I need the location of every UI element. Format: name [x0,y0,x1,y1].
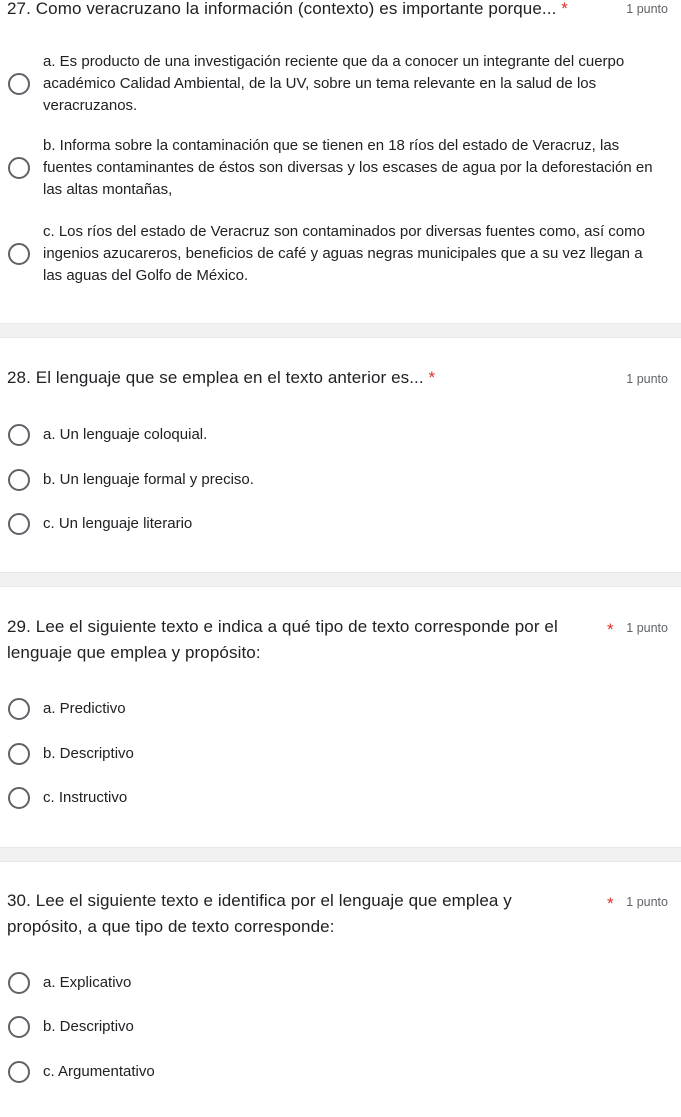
option-label: c. Los ríos del estado de Veracruz son contaminados por diversas fuentes como, así como ingenios azucareros, beneficios de café y aguas negras municipales que a su vez llegan a las aguas del Golfo de México. [43,223,645,284]
radio-button[interactable] [8,469,30,491]
option-30c[interactable] [0,1060,681,1086]
option-label: c. Instructivo [43,789,128,806]
question-points: 1 punto [626,895,668,909]
question-title [7,888,581,940]
radio-button[interactable] [8,743,30,765]
option-28c[interactable] [0,512,681,538]
option-28a[interactable] [0,423,681,449]
option-label: a. Un lenguaje coloquial. [43,426,208,443]
radio-button[interactable] [8,1061,30,1083]
question-points: 1 punto [626,2,668,16]
question-title [7,0,591,22]
question-text: El lenguaje que se emplea en el texto anterior es... [35,368,424,387]
radio-button[interactable] [8,157,30,179]
option-label: a. Es producto de una investigación reciente que da a conocer un integrante del cuerpo académico Calidad Ambiental, de la UV, sobre un tema relevante en la salud de los veracruzanos. [43,53,625,114]
required-asterisk: * [428,368,436,387]
option-29a[interactable] [0,697,681,723]
required-asterisk: * [607,620,614,639]
question-title [7,614,581,666]
radio-button[interactable] [8,424,30,446]
option-29c[interactable] [0,786,681,812]
option-29b[interactable] [0,742,681,768]
radio-button[interactable] [8,698,30,720]
question-28 [0,338,681,572]
radio-button[interactable] [8,972,30,994]
option-label: a. Explicativo [43,974,132,991]
question-number: 28. [7,368,31,387]
section-divider [0,323,681,338]
radio-button[interactable] [8,73,30,95]
option-label: b. Descriptivo [43,745,134,762]
question-number: 29. [7,617,31,636]
radio-button[interactable] [8,787,30,809]
question-points: 1 punto [626,372,668,386]
question-text: Lee el siguiente texto e identifica por el lenguaje que emplea y propósito, a que tipo de texto corresponde: [7,891,512,936]
radio-button[interactable] [8,513,30,535]
option-label: c. Un lenguaje literario [43,515,193,532]
option-28b[interactable] [0,468,681,494]
required-asterisk: * [561,0,568,18]
question-title [7,365,561,391]
option-27a[interactable] [0,51,681,117]
option-label: c. Argumentativo [43,1063,155,1080]
question-29 [0,587,681,847]
option-label: b. Informa sobre la contaminación que se tienen en 18 ríos del estado de Veracruz, las fuentes contaminantes de éstos son diversas y los escases de agua por la deforestación en las altas montañas, [43,137,653,198]
required-asterisk: * [607,894,614,913]
question-27 [0,0,681,323]
option-27b[interactable] [0,135,681,201]
question-text: Lee el siguiente texto e indica a qué tipo de texto corresponde por el lenguaje que emplea y propósito: [7,617,558,662]
option-30a[interactable] [0,971,681,997]
question-30 [0,862,681,1117]
question-number: 30. [7,891,31,910]
radio-button[interactable] [8,243,30,265]
option-label: b. Descriptivo [43,1018,134,1035]
radio-button[interactable] [8,1016,30,1038]
question-number: 27. [7,0,31,18]
section-divider [0,847,681,862]
option-label: a. Predictivo [43,700,126,717]
section-divider [0,572,681,587]
question-points: 1 punto [626,621,668,635]
question-text: Como veracruzano la información (contexto) es importante porque... [35,0,557,18]
option-30b[interactable] [0,1015,681,1041]
option-27c[interactable] [0,221,681,287]
option-label: b. Un lenguaje formal y preciso. [43,471,254,488]
